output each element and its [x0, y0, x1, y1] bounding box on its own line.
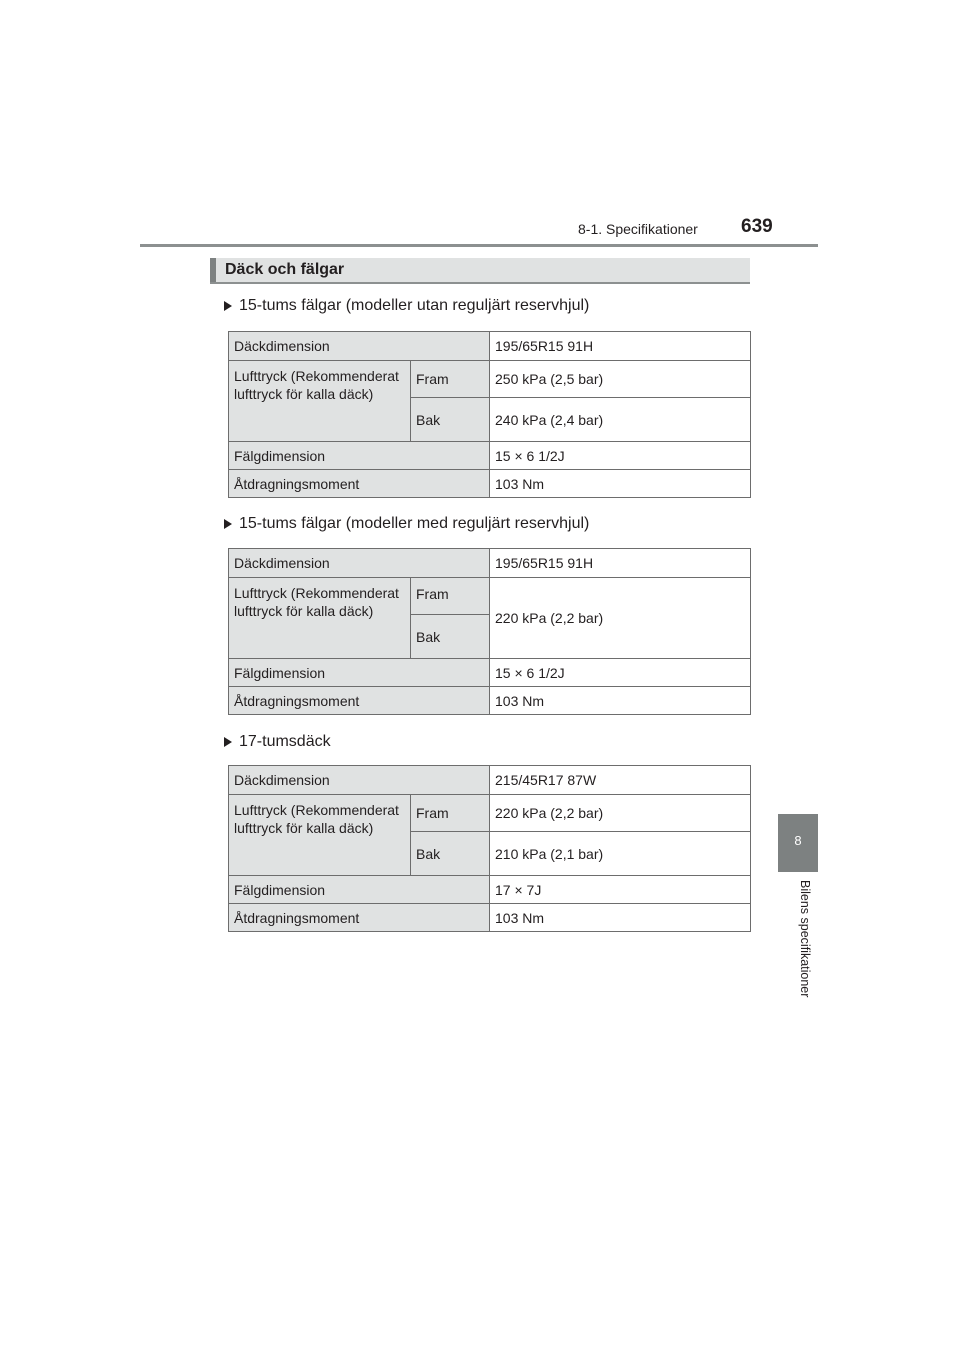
subsection-heading	[224, 515, 589, 533]
subsection-heading	[224, 733, 331, 751]
triangle-bullet-icon	[224, 301, 232, 311]
tire-size-label: Däckdimension	[229, 766, 490, 795]
chapter-tab	[778, 814, 818, 872]
front-pressure-value: 220 kPa (2,2 bar)	[490, 795, 751, 832]
front-label: Fram	[411, 795, 490, 832]
rear-pressure-value: 210 kPa (2,1 bar)	[490, 832, 751, 876]
subsection-heading-text: 15-tums fälgar (modeller med reguljärt reservhjul)	[239, 515, 590, 532]
subsection-heading-text: 17-tumsdäck	[239, 733, 331, 750]
pressure-label: Lufttryck (Rekommenderat lufttryck för kalla däck)	[229, 361, 411, 442]
front-pressure-value: 250 kPa (2,5 bar)	[490, 361, 751, 398]
rear-label: Bak	[411, 615, 490, 659]
rear-label: Bak	[411, 398, 490, 442]
section-header-bar	[210, 258, 750, 284]
rear-pressure-value: 240 kPa (2,4 bar)	[490, 398, 751, 442]
header-section-title: 8-1. Specifikationer	[578, 221, 698, 237]
spec-table	[228, 331, 751, 498]
wheel-size-value: 15 × 6 1/2J	[490, 659, 751, 687]
torque-value: 103 Nm	[490, 687, 751, 715]
subsection-heading	[224, 297, 589, 315]
wheel-size-value: 15 × 6 1/2J	[490, 442, 751, 470]
wheel-size-label: Fälgdimension	[229, 876, 490, 904]
torque-label: Åtdragningsmoment	[229, 904, 490, 932]
pressure-label: Lufttryck (Rekommenderat lufttryck för kalla däck)	[229, 795, 411, 876]
section-title: Däck och fälgar	[225, 261, 345, 278]
triangle-bullet-icon	[224, 519, 232, 529]
chapter-number: 8	[794, 833, 802, 848]
tire-size-value: 215/45R17 87W	[490, 766, 751, 795]
tire-size-value: 195/65R15 91H	[490, 332, 751, 361]
wheel-size-label: Fälgdimension	[229, 442, 490, 470]
wheel-size-label: Fälgdimension	[229, 659, 490, 687]
page-number: 639	[741, 216, 773, 237]
shared-pressure-value: 220 kPa (2,2 bar)	[490, 578, 751, 659]
subsection-heading-text: 15-tums fälgar (modeller utan reguljärt reservhjul)	[239, 297, 590, 314]
torque-label: Åtdragningsmoment	[229, 687, 490, 715]
torque-value: 103 Nm	[490, 904, 751, 932]
tire-size-label: Däckdimension	[229, 549, 490, 578]
triangle-bullet-icon	[224, 737, 232, 747]
front-label: Fram	[411, 361, 490, 398]
rear-label: Bak	[411, 832, 490, 876]
tire-size-label: Däckdimension	[229, 332, 490, 361]
section-bar-marker	[210, 258, 216, 282]
tire-size-value: 195/65R15 91H	[490, 549, 751, 578]
wheel-size-value: 17 × 7J	[490, 876, 751, 904]
pressure-label: Lufttryck (Rekommenderat lufttryck för kalla däck)	[229, 578, 411, 659]
front-label: Fram	[411, 578, 490, 615]
header-rule	[140, 244, 818, 247]
spec-table	[228, 548, 751, 715]
torque-value: 103 Nm	[490, 470, 751, 498]
torque-label: Åtdragningsmoment	[229, 470, 490, 498]
spec-table	[228, 765, 751, 932]
chapter-label: Bilens specifikationer	[798, 880, 812, 998]
